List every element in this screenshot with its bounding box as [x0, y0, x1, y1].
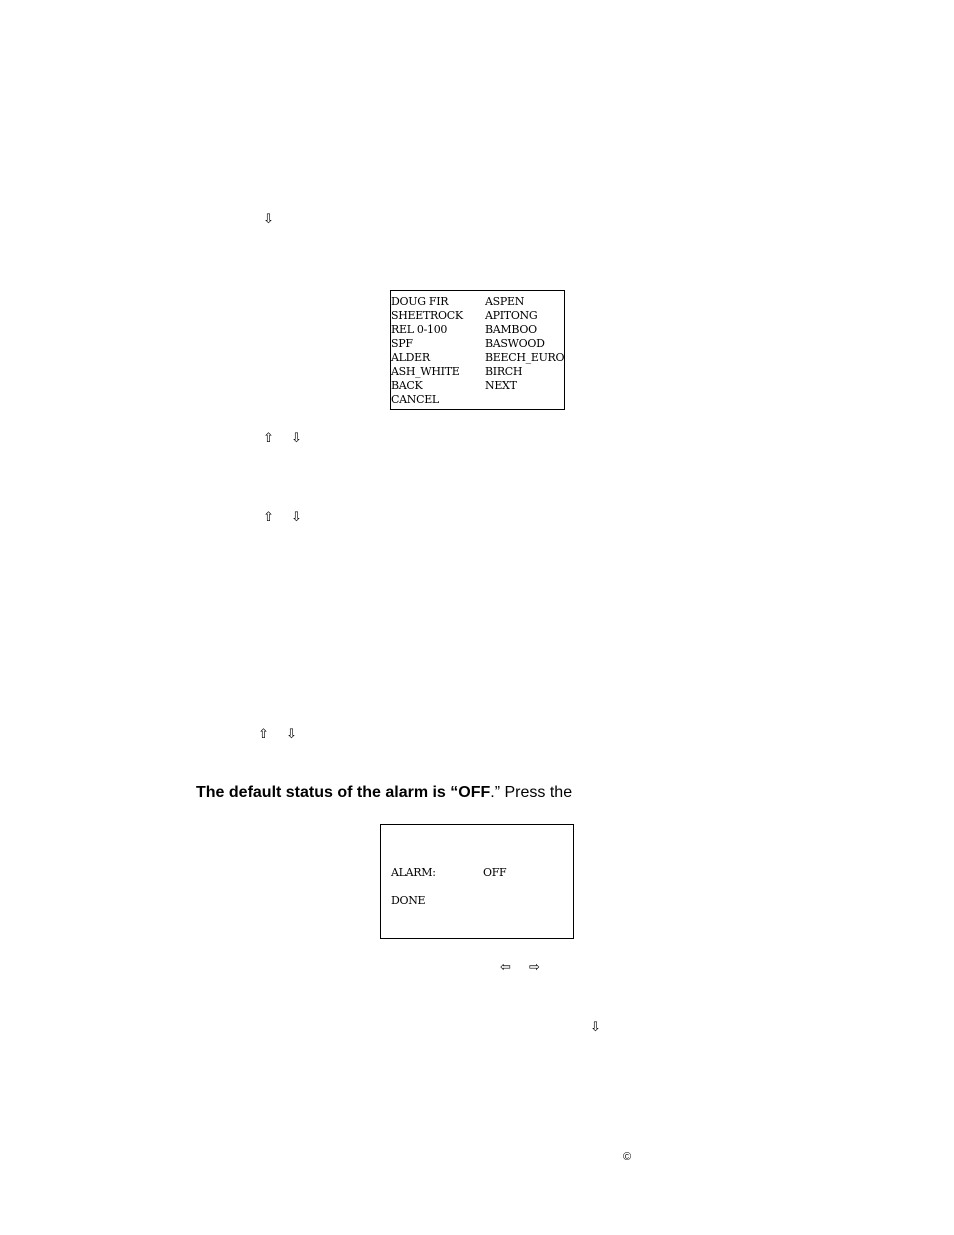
alarm-sentence-plain-text: .” Press the — [490, 784, 573, 801]
menu-item-cancel[interactable]: CANCEL — [391, 393, 439, 406]
menu-item-bamboo[interactable]: BAMBOO — [485, 323, 537, 336]
menu-item-next[interactable]: NEXT — [485, 379, 517, 392]
menu-item-ash-white[interactable]: ASH_WHITE — [391, 365, 460, 378]
alarm-value[interactable]: OFF — [483, 866, 507, 879]
menu-item-baswood[interactable]: BASWOOD — [485, 337, 545, 350]
up-arrow-icon: ⇧ — [258, 727, 269, 742]
alarm-default-sentence — [196, 784, 572, 802]
menu-item-aspen[interactable]: ASPEN — [485, 295, 525, 308]
alarm-sentence-bold-value: OFF — [458, 784, 491, 801]
menu-item-spf[interactable]: SPF — [391, 337, 413, 350]
menu-item-sheetrock[interactable]: SHEETROCK — [391, 309, 463, 322]
alarm-setting-screen — [380, 824, 574, 939]
menu-item-beech-euro[interactable]: BEECH_EURO — [485, 351, 565, 364]
up-arrow-icon: ⇧ — [263, 510, 274, 525]
menu-item-birch[interactable]: BIRCH — [485, 365, 523, 378]
down-arrow-icon: ⇩ — [286, 727, 297, 742]
menu-item-apitong[interactable]: APITONG — [485, 309, 538, 322]
alarm-label: ALARM: — [391, 866, 436, 879]
wood-species-menu-screen — [390, 290, 565, 410]
down-arrow-icon: ⇩ — [291, 510, 302, 525]
copyright-symbol: © — [623, 1151, 632, 1163]
menu-item-alder[interactable]: ALDER — [391, 351, 430, 364]
down-arrow-icon: ⇩ — [590, 1020, 601, 1035]
down-arrow-icon: ⇩ — [263, 212, 274, 227]
right-arrow-icon: ⇨ — [529, 960, 540, 975]
done-option[interactable]: DONE — [391, 894, 426, 907]
up-arrow-icon: ⇧ — [263, 431, 274, 446]
menu-item-doug-fir[interactable]: DOUG FIR — [391, 295, 449, 308]
menu-item-rel-0-100[interactable]: REL 0-100 — [391, 323, 448, 336]
wood-menu-left-column — [391, 295, 463, 407]
alarm-sentence-bold-text: The default status of the alarm is “ — [196, 784, 459, 801]
wood-menu-right-column — [485, 295, 564, 393]
left-arrow-icon: ⇦ — [500, 960, 511, 975]
menu-item-back[interactable]: BACK — [391, 379, 423, 392]
down-arrow-icon: ⇩ — [291, 431, 302, 446]
